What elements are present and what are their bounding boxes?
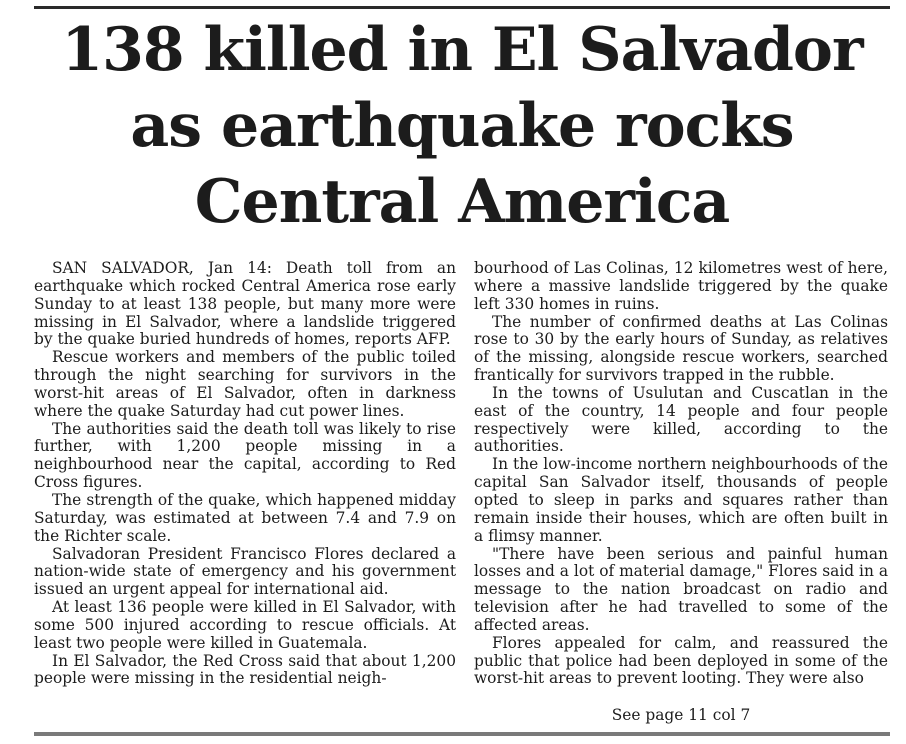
paragraph: Flores appealed for calm, and reassured the public that police had been deployed in some of the worst-hit areas to prevent looting. They were also — [474, 633, 888, 688]
paragraph-continuation: bourhood of Las Colinas, 12 kilometres west of here, where a massive landslide triggered by the quake left 330 homes in ruins. — [474, 259, 888, 313]
paragraph: In El Salvador, the Red Cross said that about 1,200 people were missing in the residential neigh- — [34, 651, 456, 688]
paragraph: At least 136 people were killed in El Salvador, with some 500 injured according to rescue officials. At least two people were killed in Guatemala. — [34, 598, 456, 652]
top-rule — [34, 6, 890, 9]
headline-line-3: Central America — [194, 167, 730, 237]
paragraph: Rescue workers and members of the public toiled through the night searching for survivors in the worst-hit areas of El Salvador, often in darkness where the quake Saturday had cut power lines. — [34, 348, 456, 420]
paragraph: The number of confirmed deaths at Las Colinas rose to 30 by the early hours of Sunday, as relatives of the missing, alongside rescue workers, searched frantically for survivors trapped in the rubble. — [474, 312, 888, 385]
article-column-left — [34, 260, 456, 688]
paragraph: In the towns of Usulutan and Cuscatlan in the east of the country, 14 people and four people respectively were killed, according to the authorities. — [474, 383, 888, 456]
paragraph: The strength of the quake, which happened midday Saturday, was estimated at between 7.4 and 7.9 on the Richter scale. — [34, 490, 456, 545]
paragraph: The authorities said the death toll was likely to rise further, with 1,200 people missing in a neighbourhood near the capital, according to Red Cross figures. — [34, 419, 456, 492]
bottom-rule — [34, 732, 890, 736]
paragraph: "There have been serious and painful human losses and a lot of material damage," Flores said in a message to the nation broadcast on radio and television after he had travelled to some of the affected areas. — [474, 544, 888, 634]
headline-line-1: 138 killed in El Salvador — [61, 15, 863, 85]
jump-line: See page 11 col 7 — [611, 706, 751, 724]
paragraph: In the low-income northern neighbourhoods of the capital San Salvador itself, thousands of people opted to sleep in parks and squares rather than remain inside their houses, which are often built in a flimsy manner. — [474, 455, 888, 545]
headline — [34, 12, 890, 240]
article-column-right — [474, 260, 888, 688]
headline-line-2: as earthquake rocks — [130, 91, 794, 161]
paragraph: Salvadoran President Francisco Flores declared a nation-wide state of emergency and his government issued an urgent appeal for international aid. — [34, 544, 456, 599]
paragraph: SAN SALVADOR, Jan 14: Death toll from an earthquake which rocked Central America rose early Sunday to at least 138 people, but many more were missing in El Salvador, where a landslide triggered by the quake buried hundreds of homes, reports AFP. — [34, 259, 456, 349]
